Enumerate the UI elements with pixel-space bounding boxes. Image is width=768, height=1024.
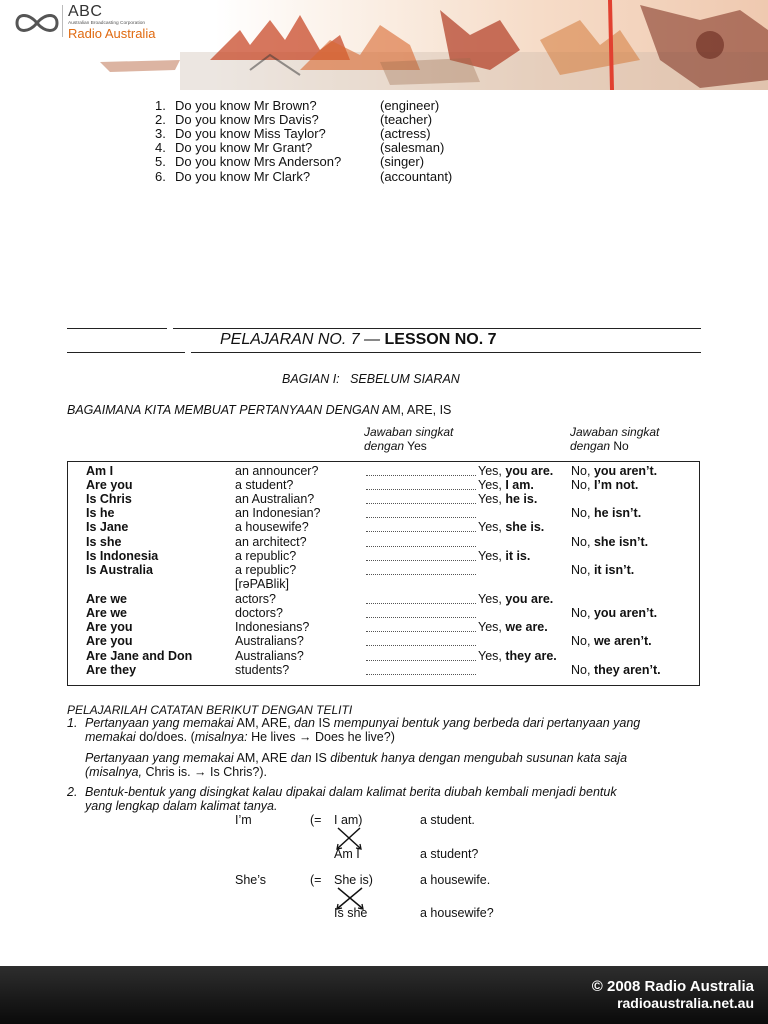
note-2-line1: Bentuk-bentuk yang disingkat kalau dipakai dalam kalimat berita diubah kembali menjadi bentuk [85,785,617,799]
note-1-line4 [85,765,267,779]
answer-dotted-line [366,666,476,675]
note-text: He lives → Does he live?) [247,730,395,744]
example-shes: She’s [235,873,267,887]
note-1-line1 [85,716,640,730]
yes-answer-prefix: Yes, [478,520,506,534]
table-row [0,592,768,606]
answer-dotted-line [366,609,476,618]
question-text: Do you know Mr Clark? [175,169,311,184]
note-text: AM, ARE [233,751,291,765]
no-answer [571,535,648,549]
no-answer-prefix: No, [571,535,594,549]
row-subject: Are you [86,620,133,634]
row-object: an architect? [235,535,307,549]
yes-header-yes: Yes [407,439,427,453]
yes-answer [478,592,553,606]
yes-answer-prefix: Yes, [478,620,506,634]
no-answer-body: he isn’t. [593,506,642,520]
no-answer-prefix: No, [571,563,594,577]
yes-header-line1: Jawaban singkat [364,425,454,439]
table-row [0,577,768,591]
table-row [0,492,768,506]
note-text: IS [315,716,334,730]
question-num: 4. [155,140,166,155]
yes-answer [478,549,530,563]
table-row [0,563,768,577]
footer-copyright: © 2008 Radio Australia [591,978,754,995]
row-object: actors? [235,592,276,606]
row-object: an Indonesian? [235,506,321,520]
example-shes-paren: (= [310,873,322,887]
no-answer-prefix: No, [571,506,594,520]
note-text: dibentuk hanya dengan mengubah susunan kata saja [330,751,628,765]
yes-answer-prefix: Yes, [478,464,506,478]
no-answer-body: I’m not. [593,478,639,492]
row-object: Australians? [235,649,304,663]
answer-dotted-line [366,495,476,504]
row-subject: Are Jane and Don [86,649,193,663]
lesson-title-english: LESSON NO. 7 [384,331,497,348]
row-subject: Are we [86,592,127,606]
answer-dotted-line [366,552,476,561]
no-answer-body: she isn’t. [593,535,649,549]
example-im-paren: (= [310,813,322,827]
answer-dotted-line [366,595,476,604]
row-subject: Is Indonesia [86,549,159,563]
no-answer [571,634,652,648]
subtitle-is: IS [439,403,452,417]
note-2-line2: yang lengkap dalam kalimat tanya. [85,799,278,813]
yes-answer-body: it is. [505,549,531,563]
row-subject: Is Jane [86,520,129,534]
note-2-number: 2. [67,785,78,799]
table-row [0,620,768,634]
logo-abc-text: ABC [68,3,103,20]
no-header-dengan: dengan [570,439,611,453]
no-answer-prefix: No, [571,663,594,677]
example-im-object: a student. [420,813,475,827]
yes-answer-body: you are. [505,592,554,606]
note-text: IS [311,751,331,765]
question-text: Do you know Mr Brown? [175,98,317,113]
table-row [0,478,768,492]
answer-dotted-line [366,523,476,532]
row-subject: Are we [86,606,127,620]
title-rule-top-left [67,328,167,329]
yes-answer-body: they are. [505,649,557,663]
no-answer-body: you aren’t. [593,464,658,478]
no-answer-prefix: No, [571,634,594,648]
header-banner [0,0,768,90]
title-rule-top-right [173,328,701,329]
note-text: AM, ARE, [233,716,295,730]
no-header-line1: Jawaban singkat [570,425,660,439]
example-im: I’m [235,813,252,827]
yes-answer-body: I am. [505,478,534,492]
yes-answer-prefix: Yes, [478,592,506,606]
question-num: 5. [155,154,166,169]
no-answer-body: you aren’t. [593,606,658,620]
question-text: Do you know Miss Taylor? [175,126,326,141]
yes-answer [478,520,544,534]
yes-header-line2 [364,439,427,453]
note-text: dan [294,716,315,730]
no-answer-body: they aren’t. [593,663,661,677]
no-answer [571,478,638,492]
title-rule-bottom-right [191,352,701,353]
row-subject: Are they [86,663,137,677]
row-object: students? [235,663,290,677]
no-answer-prefix: No, [571,478,594,492]
yes-answer-body: you are. [505,464,554,478]
part-heading: BAGIAN I: SEBELUM SIARAN [282,372,460,386]
note-text: do/does. ( [135,730,195,744]
question-text: Do you know Mrs Davis? [175,112,319,127]
example-am-i: Am I [334,847,360,861]
row-object: a republic? [235,563,297,577]
row-object: an Australian? [235,492,315,506]
question-job: (salesman) [380,140,445,155]
no-answer [571,606,657,620]
notes-heading: PELAJARILAH CATATAN BERIKUT DENGAN TELITI [67,703,353,717]
row-subject: Are you [86,478,133,492]
subtitle-italic: BAGAIMANA KITA MEMBUAT PERTANYAAN DENGAN [67,403,380,417]
answer-dotted-line [366,481,476,490]
note-text: mempunyai bentuk yang berbeda dari pertanyaan yang [333,716,641,730]
row-object: doctors? [235,606,283,620]
yes-answer [478,649,557,663]
title-rule-bottom-left [67,352,185,353]
table-row [0,506,768,520]
example-shes-full: She is) [334,873,373,887]
example-is-she: Is she [334,906,368,920]
question-job: (teacher) [380,112,433,127]
no-answer [571,663,661,677]
example-is-she-object: a housewife? [420,906,494,920]
no-answer-prefix: No, [571,464,594,478]
section-subtitle [67,403,451,417]
row-subject: Are you [86,634,133,648]
footer-url[interactable]: radioaustralia.net.au [617,995,754,1011]
subtitle-am-are: AM, ARE, [381,403,437,417]
note-text: (misalnya, [85,765,142,779]
row-object: [rəPABlik] [235,577,289,591]
table-row [0,520,768,534]
no-answer [571,464,657,478]
no-answer-body: we aren’t. [593,634,652,648]
example-am-i-object: a student? [420,847,479,861]
question-num: 1. [155,98,166,113]
question-num: 2. [155,112,166,127]
no-answer [571,506,641,520]
abc-logo-icon [14,8,60,38]
note-text: Pertanyaan yang memakai [85,716,234,730]
note-1-number: 1. [67,716,78,730]
question-num: 3. [155,126,166,141]
row-object: a housewife? [235,520,309,534]
yes-answer-prefix: Yes, [478,478,506,492]
note-text: Chris is. → Is Chris?). [141,765,267,779]
logo-radio-australia-text: Radio Australia [68,26,156,41]
note-text: misalnya: [194,730,248,744]
table-row [0,464,768,478]
answer-dotted-line [366,637,476,646]
no-header-line2 [570,439,629,453]
logo-corp-text: Australian Broadcasting Corporation [68,21,146,26]
question-text: Do you know Mrs Anderson? [175,154,342,169]
table-row [0,535,768,549]
row-object: a republic? [235,549,297,563]
note-1-line2 [85,730,395,744]
yes-answer [478,464,553,478]
yes-answer-body: we are. [505,620,548,634]
question-num: 6. [155,169,166,184]
question-job: (singer) [380,154,425,169]
yes-answer-prefix: Yes, [478,549,506,563]
question-job: (engineer) [380,98,440,113]
yes-answer [478,620,548,634]
row-subject: Is Australia [86,563,153,577]
table-row [0,663,768,677]
answer-dotted-line [366,509,476,518]
no-answer-prefix: No, [571,606,594,620]
note-1-line3 [85,751,627,765]
logo-divider [62,5,63,37]
table-row [0,549,768,563]
question-text: Do you know Mr Grant? [175,140,313,155]
yes-answer [478,478,534,492]
row-object: Australians? [235,634,304,648]
yes-answer-prefix: Yes, [478,492,506,506]
yes-answer [478,492,537,506]
lesson-title-indonesian: PELAJARAN NO. 7 — [220,331,381,348]
no-header-no: No [613,439,629,453]
row-subject: Is she [86,535,122,549]
row-object: Indonesians? [235,620,310,634]
question-job: (accountant) [380,169,453,184]
answer-dotted-line [366,623,476,632]
row-object: an announcer? [235,464,319,478]
row-subject: Am I [86,464,114,478]
table-row [0,649,768,663]
lesson-title [220,331,497,349]
header-artwork [0,0,768,90]
yes-answer-body: he is. [505,492,538,506]
example-im-full: I am) [334,813,363,827]
question-job: (actress) [380,126,431,141]
no-answer-body: it isn’t. [593,563,635,577]
note-text: memakai [85,730,136,744]
answer-dotted-line [366,467,476,476]
row-subject: Is Chris [86,492,132,506]
no-answer [571,563,634,577]
table-row [0,634,768,648]
yes-answer-prefix: Yes, [478,649,506,663]
note-text: dan [290,751,312,765]
row-subject: Is he [86,506,115,520]
example-shes-object: a housewife. [420,873,491,887]
note-text: Pertanyaan yang memakai [85,751,234,765]
answer-dotted-line [366,566,476,575]
answer-dotted-line [366,538,476,547]
yes-answer-body: she is. [505,520,545,534]
row-object: a student? [235,478,294,492]
answer-dotted-line [366,652,476,661]
table-row [0,606,768,620]
yes-header-dengan: dengan [364,439,405,453]
